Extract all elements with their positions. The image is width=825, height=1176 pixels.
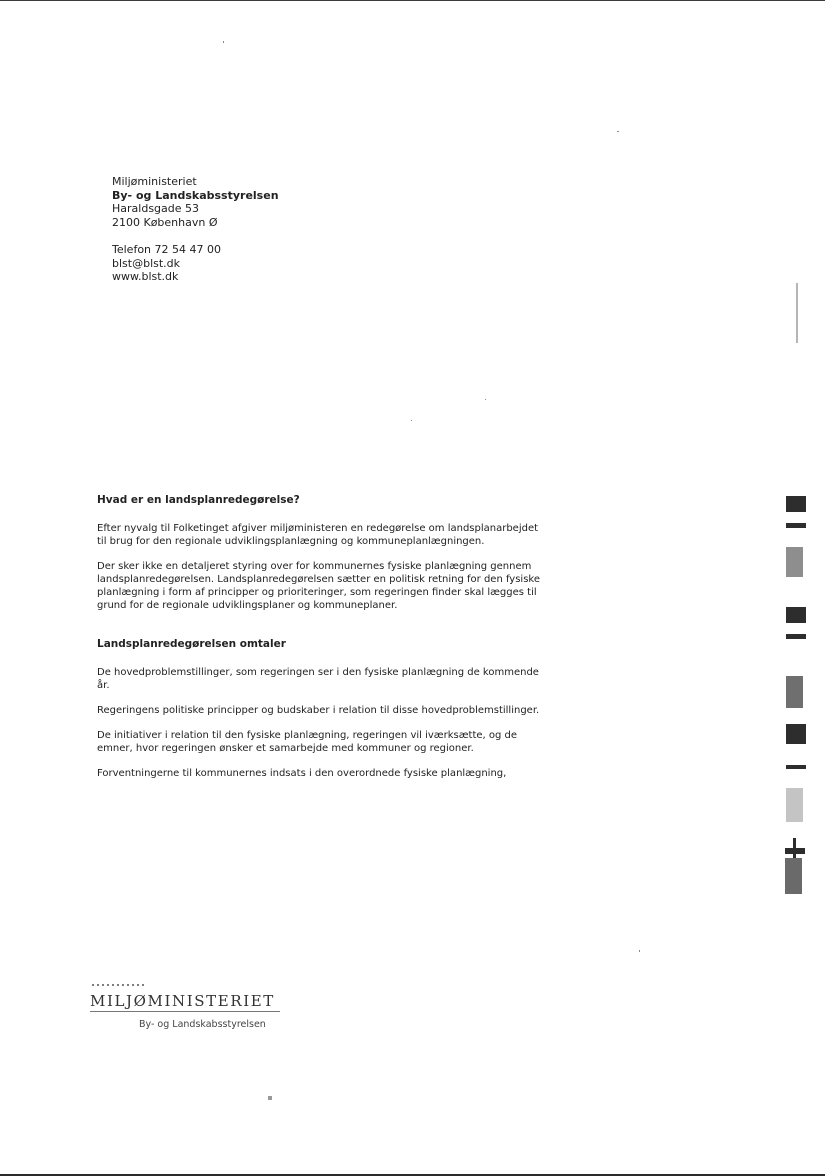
ministry-logo — [90, 984, 290, 1030]
logo-underline — [90, 1011, 280, 1012]
paragraph: De hovedproblemstillinger, som regeringen ser i den fysiske planlægning de kommende år. — [97, 667, 539, 691]
paragraph: Regeringens politiske principper og budskaber i relation til disse hovedproblemstillinger. — [97, 705, 540, 716]
paragraph: Efter nyvalg til Folketinget afgiver miljøministeren en redegørelse om landsplanarbejdet til brug for den regionale udviklingsplanlægning og kommuneplanlægningen. — [97, 523, 539, 547]
body-content — [97, 494, 547, 792]
sender-address — [112, 175, 279, 284]
scan-speck — [639, 950, 640, 952]
scan-edge-top — [0, 0, 825, 1]
email-address: blst@blst.dk — [112, 256, 181, 270]
ministry-name: Miljøministeriet — [112, 175, 197, 188]
logo-subtitle: By- og Landskabsstyrelsen — [139, 1019, 266, 1030]
street-address: Haraldsgade 53 — [112, 202, 200, 215]
registration-mark — [786, 765, 806, 769]
paragraph: De initiativer i relation til den fysiske planlægning, regeringen vil iværksætte, og de emner, hvor regeringen ønsker et samarbejde med kommuner og regioner. — [97, 730, 518, 754]
logo-dots — [92, 984, 290, 988]
registration-mark — [786, 676, 803, 708]
registration-mark — [786, 634, 806, 639]
registration-mark — [786, 788, 803, 822]
scan-speck — [268, 1096, 272, 1100]
phone-number: Telefon 72 54 47 00 — [112, 243, 221, 256]
scan-speck — [223, 41, 224, 43]
crosshair-mark — [785, 838, 805, 894]
paragraph: Forventningerne til kommunernes indsats i den overordnede fysiske planlægning, — [97, 768, 507, 779]
section-heading-what-is: Hvad er en landsplanredegørelse? — [97, 494, 300, 506]
paragraph: Der sker ikke en detaljeret styring over for kommunernes fysiske planlægning gennem landsplanredegørelsen. Landsplanredegørelsen sætter en politisk retning for den fysiske planlægning i form af principper og prioriteringer, som regeringen finder skal lægges til grund for de regionale udviklingsplaner og kommuneplaner. — [97, 561, 541, 611]
registration-mark — [786, 547, 803, 577]
scan-speck — [485, 399, 486, 400]
agency-name: By- og Landskabsstyrelsen — [112, 188, 279, 202]
print-registration-marks — [785, 0, 825, 1176]
section-heading-topics: Landsplanredegørelsen omtaler — [97, 638, 286, 650]
city-address: 2100 København Ø — [112, 215, 218, 229]
logo-wordmark: MILJØMINISTERIET — [90, 992, 275, 1010]
website-address: www.blst.dk — [112, 270, 179, 283]
registration-mark — [786, 523, 806, 528]
registration-mark — [786, 607, 806, 623]
registration-mark — [786, 724, 806, 744]
scan-speck — [617, 131, 619, 132]
scan-speck — [411, 420, 412, 421]
registration-mark — [786, 496, 806, 512]
